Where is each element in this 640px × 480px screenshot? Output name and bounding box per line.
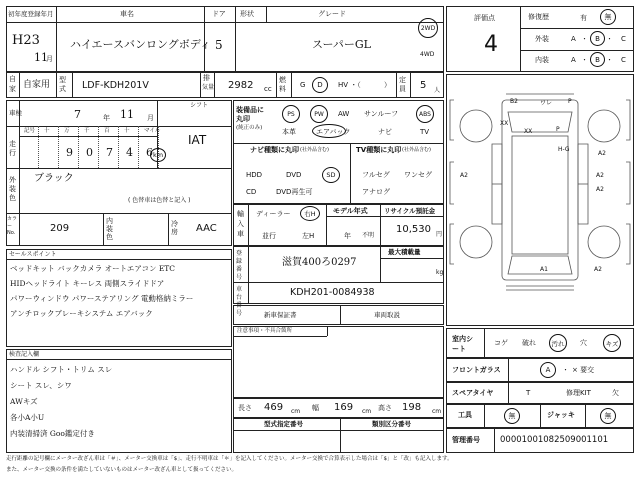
mileage-km-circle: km	[150, 148, 166, 162]
score-label: 評価点	[474, 14, 495, 22]
registration-label: 登録番号	[236, 250, 243, 281]
diagram-damage-label: A2	[594, 266, 602, 273]
navi-item: DVD	[286, 171, 302, 179]
tv-title-note: (社外品含む)	[402, 147, 431, 153]
fuel-close: ）	[384, 81, 391, 89]
ac-label: 冷房	[171, 220, 178, 236]
equipment-item: エアバック	[316, 128, 351, 136]
inspector-line: AWキズ	[10, 397, 38, 406]
disp-value: 2982	[228, 80, 254, 91]
inspection-month: 11	[120, 108, 134, 121]
footer-line-2: また、メーター交換の条件を満たしていないものはメーター改ざん車として扱ってください。	[6, 467, 238, 473]
grade-label: グレード	[318, 10, 346, 18]
ac-value: AAC	[196, 223, 217, 234]
mileage-digit: 9	[66, 146, 73, 159]
diagram-damage-label: XX	[524, 128, 533, 135]
disp-label-1: 排	[203, 74, 210, 82]
diagram-damage-label: A2	[596, 186, 604, 193]
fuel-hv: HV ・（	[338, 81, 361, 89]
seat-label: 室内シート	[452, 335, 473, 353]
diagram-damage-label: A2	[596, 172, 604, 179]
chassis-label: 車台番号	[236, 286, 243, 317]
tools-label: 工具	[458, 411, 472, 419]
inspector-line: 内装清掃済 Goo鑑定付き	[10, 429, 95, 438]
navi-item: CD	[246, 188, 257, 196]
model-year-unknown: 不明	[362, 232, 375, 239]
model-value: LDF-KDH201V	[82, 80, 149, 91]
spare-item: T	[526, 389, 531, 397]
navi-title: ナビ種類に丸印	[250, 146, 299, 154]
navi-item: HDD	[246, 171, 263, 179]
sales-point-title: セールスポイント	[9, 251, 57, 258]
capacity-unit: 人	[434, 87, 441, 94]
grade-abc-circle: B	[590, 52, 605, 67]
equipment-item: 本革	[282, 128, 296, 136]
use-label-2: 家	[9, 85, 16, 93]
front-glass-dash: ・	[562, 366, 569, 374]
import-right-circle: 右H	[300, 206, 320, 221]
import-dealer: ディーラー	[256, 210, 291, 218]
shape-label: 形状	[240, 10, 254, 18]
model-label: 型式	[59, 76, 66, 93]
equipment-item-circle: PS	[282, 105, 300, 123]
inspector-line: ハンドル シフト・トリム スレ	[10, 365, 113, 374]
diagram-damage-label: XX	[500, 120, 509, 127]
jack-label: ジャッキ	[547, 411, 575, 419]
equipment-subtitle: (純正のみ)	[236, 125, 263, 131]
mileage-digit-label: 千	[84, 128, 90, 134]
score-value: 4	[484, 32, 498, 57]
recycle-value: 10,530	[396, 224, 431, 235]
seat-item: 破れ	[522, 339, 536, 347]
inspection-label: 車検	[9, 109, 22, 117]
front-glass-a-circle: A	[540, 362, 556, 378]
equipment-item-circle: ABS	[416, 105, 434, 123]
grade-abc-sep: ・	[581, 56, 588, 64]
inspector-title: 検査記入欄	[9, 351, 40, 358]
footer-line-1: 走行距離の記号欄にメーター改ざん車は「＃」、メーター交換車は「$」、走行不明車は「＊」を記入してください。メーター交換で合算表示した場合は「$」と「改」も記入します。	[6, 456, 453, 462]
tv-item: ワンセグ	[404, 171, 432, 179]
navi-title-note: (社外品含む)	[300, 147, 329, 153]
mileage-digit-label: マイル	[144, 128, 161, 134]
height-value: 198	[402, 402, 422, 413]
door-value: 5	[215, 38, 223, 52]
drive-2wd-circle: 2WD	[418, 18, 438, 38]
drive-4wd: 4WD	[420, 51, 435, 58]
grade-value: スーパーGL	[312, 38, 371, 51]
navi-item: DVD再生可	[276, 188, 313, 196]
length-unit: cm	[291, 408, 301, 415]
diagram-damage-label: H-G	[558, 146, 570, 153]
equipment-item: サンルーフ	[364, 110, 399, 118]
grade-abc: C	[621, 56, 626, 64]
jack-no-circle: 無	[600, 408, 616, 424]
first-reg-label: 初年度登録年月	[8, 10, 54, 18]
sales-point-line: アンチロックブレーキシステム エアバック	[10, 309, 153, 318]
new-car-warranty: 新車保証書	[264, 311, 297, 319]
mileage-digit-label: 十	[124, 128, 130, 134]
sales-point-line: ベッドキット バックカメラ オートエアコン ETC	[10, 264, 176, 273]
interior-grade-label: 内装	[535, 56, 549, 64]
first-reg-month-unit: 月	[46, 55, 53, 63]
grade-abc-circle: B	[590, 31, 605, 46]
mileage-digit: 4	[126, 146, 133, 159]
height-unit: cm	[432, 408, 442, 415]
disp-unit: cc	[264, 85, 272, 93]
tv-item: アナログ	[362, 188, 390, 196]
seat-item-circle: 汚れ	[549, 334, 567, 352]
car-name-label: 車名	[120, 10, 134, 18]
recycle-unit: 円	[436, 231, 443, 238]
exterior-label: 外装色	[9, 176, 16, 202]
import-label: 輸入車	[237, 210, 244, 238]
diagram-damage-label: ワレ	[540, 100, 553, 107]
width-unit: cm	[362, 408, 372, 415]
car-name-value: ハイエースバンロングボディ	[70, 38, 211, 51]
grade-abc-sep: ・	[606, 56, 613, 64]
length-value: 469	[264, 402, 284, 413]
use-value: 自家用	[23, 80, 51, 90]
width-value: 169	[334, 402, 354, 413]
navi-item-circle: SD	[322, 167, 340, 183]
registration-value: 滋賀400ろ0297	[282, 257, 357, 268]
first-reg-year: H23	[12, 33, 40, 48]
model-year-label: モデル年式	[333, 207, 368, 215]
equipment-item-circle: PW	[310, 105, 328, 123]
front-glass-label: フロントガラス	[452, 366, 501, 374]
seat-item: コゲ	[494, 339, 508, 347]
tv-title: TV種類に丸印	[356, 146, 402, 154]
mileage-digit: 7	[106, 146, 113, 159]
inspection-year-unit: 年	[103, 114, 110, 122]
fuel-d-circle: D	[312, 77, 328, 93]
grade-abc-sep: ・	[606, 35, 613, 43]
management-label: 管理番号	[452, 436, 480, 444]
sales-point-line: パワーウィンドウ パワーステアリング 電動格納ミラー	[10, 294, 194, 303]
exterior-note: ( 色替車は色替と記入 )	[128, 197, 191, 204]
spare-item: 修理KIT	[566, 389, 591, 397]
color-no-label: カラーNo.	[7, 216, 18, 236]
first-reg-month: 11	[34, 51, 48, 64]
sales-point-line: HIDヘッドライト キーレス 両側スライドドア	[10, 279, 165, 288]
mileage-digit: 0	[86, 146, 93, 159]
spare-label: スペアタイヤ	[452, 389, 494, 397]
color-no-value: 209	[50, 223, 70, 234]
grade-abc-sep: ・	[581, 35, 588, 43]
mileage-digit-label: 万	[64, 128, 70, 134]
exterior-value: ブラック	[34, 173, 74, 184]
shift-value: IAT	[188, 133, 207, 147]
use-label-1: 自	[9, 75, 16, 83]
mileage-digit: 6	[146, 146, 153, 159]
capacity-label: 定員	[399, 76, 406, 93]
grade-abc: A	[571, 35, 576, 43]
airbag-mark	[312, 124, 346, 138]
inspector-line: 各小A小U	[10, 413, 45, 422]
repair-no-circle: 無	[600, 9, 616, 25]
seat-item-circle: キズ	[603, 334, 621, 352]
repair-yes: 有	[580, 14, 587, 22]
recycle-label: リサイクル預託金	[384, 207, 436, 215]
shift-label: シフト	[190, 102, 209, 109]
spare-item: 欠	[612, 389, 619, 397]
disp-label-2: 気量	[202, 84, 215, 91]
tools-no-circle: 無	[504, 408, 520, 424]
grade-abc: C	[621, 35, 626, 43]
import-left: 左H	[302, 232, 315, 240]
comment-title: 注意事項・不具合箇所	[237, 328, 293, 334]
mileage-digit-label: 記号	[24, 128, 36, 134]
car-diagram	[446, 74, 634, 326]
equipment-item: AW	[338, 110, 350, 118]
diagram-damage-label: A2	[598, 150, 606, 157]
category-label: 類別区分番号	[372, 420, 411, 428]
diagram-damage-label: B2	[510, 98, 518, 105]
model-year-unit: 年	[344, 232, 351, 240]
mileage-label: 走行	[9, 140, 16, 157]
load-label: 最大積載量	[388, 248, 421, 256]
inspection-month-unit: 月	[147, 114, 154, 122]
diagram-damage-label: P	[568, 98, 572, 105]
import-parallel: 並行	[262, 232, 276, 240]
diagram-damage-label: A1	[540, 266, 548, 273]
inspector-line: シート スレ、シワ	[10, 381, 72, 390]
inspection-year: 7	[74, 108, 81, 121]
fuel-label: 燃料	[279, 76, 286, 93]
repair-label: 修復歴	[528, 13, 549, 21]
equipment-item: TV	[420, 128, 430, 136]
height-label: 高さ	[378, 404, 392, 412]
seat-item: 穴	[580, 339, 587, 347]
exterior-grade-label: 外装	[535, 35, 549, 43]
equipment-item: ナビ	[378, 128, 392, 136]
management-value: 00001001082509001101	[500, 435, 609, 445]
vehicle-manual: 車両取説	[374, 311, 400, 319]
chassis-value: KDH201-0084938	[290, 287, 375, 298]
type-specified-label: 型式指定番号	[264, 420, 303, 428]
length-label: 長さ	[238, 404, 252, 412]
diagram-damage-label: P	[556, 126, 560, 133]
mileage-digit-label: 十	[44, 128, 50, 134]
grade-abc: A	[571, 56, 576, 64]
diagram-damage-label: A2	[460, 172, 468, 179]
equipment-title: 装備品に丸印	[236, 106, 264, 123]
tv-item: フルセグ	[362, 171, 390, 179]
mileage-digit-label: 百	[104, 128, 110, 134]
load-unit: kg	[436, 269, 444, 276]
front-glass-x: × 要交	[572, 366, 595, 374]
fuel-g: G	[300, 81, 306, 89]
width-label: 幅	[312, 404, 319, 412]
interior-color-label: 内装色	[106, 217, 113, 241]
door-label: ドア	[212, 10, 226, 18]
capacity-value: 5	[420, 80, 427, 91]
